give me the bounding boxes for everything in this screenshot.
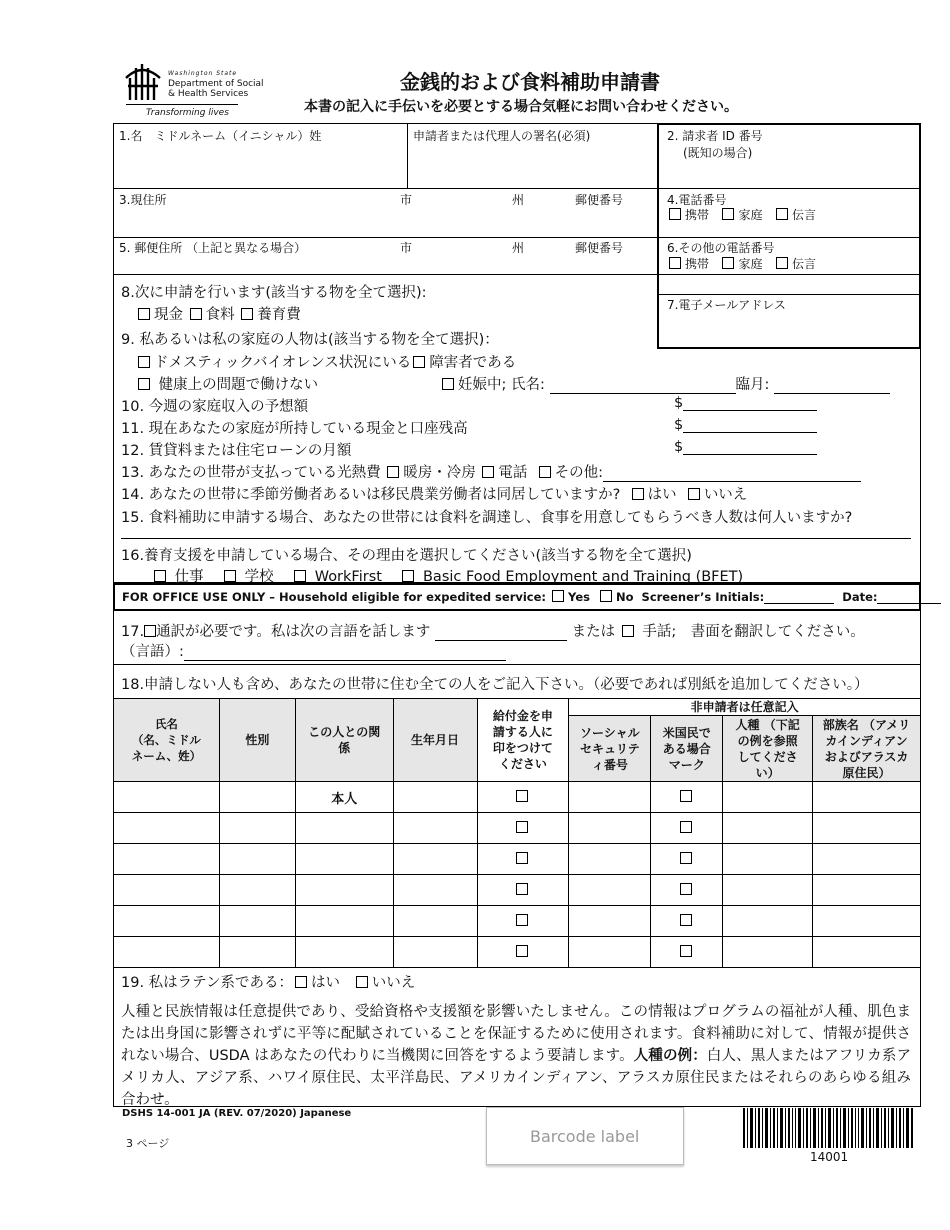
sign-language-checkbox[interactable] <box>622 625 634 637</box>
sex-cell[interactable] <box>219 875 295 906</box>
tribe-cell[interactable] <box>813 844 921 875</box>
q16-label: 16.養育支援を申請している場合、その理由を選択してください(該当する物を全て選択) <box>121 548 692 564</box>
logo-line-1: Washington State <box>168 70 238 77</box>
q8-label: 8.次に申請を行います(該当する物を全て選択): <box>121 285 427 301</box>
other-home-checkbox[interactable] <box>722 257 734 269</box>
q14-no-checkbox[interactable] <box>688 488 700 500</box>
health-checkbox[interactable] <box>138 378 150 390</box>
q11-amount: $ <box>674 417 817 433</box>
mailing-address-field[interactable]: 5. 郵便住所 （上記と異なる場合） <box>119 241 307 255</box>
dob-cell[interactable] <box>393 813 477 844</box>
ssn-cell[interactable] <box>569 813 651 844</box>
barcode-number: 14001 <box>810 1150 849 1164</box>
other-cell-checkbox[interactable] <box>669 257 681 269</box>
race-cell[interactable] <box>723 906 813 937</box>
col-tribe: 部族名 （アメリ カインディアン およびアラスカ 原住民） <box>813 716 921 782</box>
name-cell[interactable] <box>114 844 220 875</box>
phone-options: 携帯 家庭 伝言 <box>667 206 816 223</box>
col-name: 氏名 （名、ミドル ネーム、姓） <box>114 699 220 782</box>
language-input[interactable] <box>435 626 567 641</box>
dshs-logo-icon <box>124 60 164 102</box>
heating-checkbox[interactable] <box>387 466 399 478</box>
dv-checkbox[interactable] <box>138 356 150 368</box>
other-message-checkbox[interactable] <box>776 257 788 269</box>
screener-initials-input[interactable] <box>764 591 834 604</box>
tribe-cell[interactable] <box>813 906 921 937</box>
sex-cell[interactable] <box>219 906 295 937</box>
race-cell[interactable] <box>723 813 813 844</box>
relation-cell[interactable] <box>295 813 393 844</box>
cash-checkbox[interactable] <box>138 308 150 320</box>
other-phone-options: 携帯 家庭 伝言 <box>667 255 816 272</box>
latino-yes-checkbox[interactable] <box>295 976 307 988</box>
household-table <box>113 698 921 968</box>
table-row <box>114 875 921 906</box>
race-ethnicity-notice: 人種と民族情報は任意提供であり、受給資格や支援額を影響いたしません。この情報はプログラムの福祉が人種、肌色または出身国に影響されずに平等に配賦されていることを保証するために使用されます。食料補助に対して、情報が提供されない場合、USDA はあなたの代わりに当機関に回答をするよう要請します。人種の例：白人、黒人またはアフリカ系アメリカ人、アジア系、ハワイ原住民、太平洋島民、アメリカインディアン、アラスカ原住民またはそれらのあらゆる組み合わせ。 <box>121 1004 911 1108</box>
due-date-input[interactable] <box>774 379 890 394</box>
logo-line-2: Department of Social <box>168 79 264 89</box>
written-language-input[interactable] <box>184 646 506 661</box>
table-row <box>114 782 921 813</box>
sex-cell[interactable] <box>219 813 295 844</box>
mailing-city-label: 市 <box>400 241 413 255</box>
other-phone-field[interactable]: 6.その他の電話番号 <box>667 241 775 255</box>
q10-label: 10. 今週の家庭収入の予想額 <box>121 399 309 415</box>
childcare-checkbox[interactable] <box>241 308 253 320</box>
utility-phone-checkbox[interactable] <box>482 466 494 478</box>
q8-options: 現金 食料 養育費 <box>136 303 301 324</box>
ssn-cell[interactable] <box>569 844 651 875</box>
optional-header: 非申請者は任意記入 <box>569 699 921 716</box>
logo-tagline: Transforming lives <box>146 108 229 118</box>
q9-pregnant: 妊娠中; 氏名: 臨月: <box>440 373 890 394</box>
q19-row: 19. 私はラテン系である： はい いいえ <box>121 975 416 991</box>
q13-row: 13. あなたの世帯が支払っている光熱費 暖房・冷房 電話 その他: <box>121 461 861 482</box>
col-ssn: ソーシャル セキュリテ ィ番号 <box>569 716 651 782</box>
q15-input[interactable] <box>121 538 911 539</box>
q14-row: 14. あなたの世帯に季節労働者あるいは移民農業労働者は同居していますか? はい いいえ <box>121 487 748 503</box>
race-cell[interactable] <box>723 875 813 906</box>
workfirst-checkbox[interactable] <box>294 570 306 582</box>
barcode-icon <box>743 1108 913 1148</box>
q12-amount: $ <box>674 439 817 455</box>
address-field[interactable]: 3.現住所 <box>119 193 167 207</box>
relation-cell[interactable] <box>295 875 393 906</box>
q15-label: 15. 食料補助に申請する場合、あなたの世帯には食料を調達し、食事を用意してもらうべき人数は何人いますか? <box>121 510 853 526</box>
state-label: 州 <box>512 193 525 207</box>
name-cell[interactable] <box>114 782 220 813</box>
utility-other-checkbox[interactable] <box>539 466 551 478</box>
work-checkbox[interactable] <box>154 570 166 582</box>
form-title: 金銭的および食料補助申請書 <box>400 70 660 94</box>
dshs-logo <box>122 60 264 120</box>
relation-cell: 本人 <box>295 782 393 813</box>
relation-cell[interactable] <box>295 844 393 875</box>
mailing-zip-label: 郵便番号 <box>575 241 624 255</box>
latino-no-checkbox[interactable] <box>356 976 368 988</box>
phone-message-checkbox[interactable] <box>776 208 788 220</box>
barcode-label: Barcode label <box>530 1127 640 1146</box>
citizen-checkbox[interactable] <box>680 945 692 957</box>
q10-amount: $ <box>674 395 817 411</box>
col-applying: 給付金を申 請する人に 印をつけて ください <box>477 699 569 782</box>
phone-cell-checkbox[interactable] <box>669 208 681 220</box>
relation-cell[interactable] <box>295 906 393 937</box>
q9-label: 9. 私あるいは私の家庭の人物は(該当する物を全て選択)： <box>121 332 499 348</box>
pregnant-name-input[interactable] <box>550 379 736 394</box>
form-id: DSHS 14-001 JA (REV. 07/2020) Japanese <box>122 1108 352 1119</box>
office-date-input[interactable] <box>877 591 941 604</box>
email-field[interactable]: 7.電子メールアドレス <box>667 298 786 312</box>
dob-cell[interactable] <box>393 906 477 937</box>
ssn-cell[interactable] <box>569 782 651 813</box>
tribe-cell[interactable] <box>813 875 921 906</box>
q9-row2: 健康上の問題で働けない <box>136 373 318 394</box>
name-cell[interactable] <box>114 875 220 906</box>
col-citizen: 米国民で ある場合 マーク <box>651 716 723 782</box>
table-row <box>114 813 921 844</box>
client-id-note: (既知の場合) <box>683 146 753 160</box>
q17-language-row: （言語）: <box>121 640 506 661</box>
food-checkbox[interactable] <box>190 308 202 320</box>
table-row <box>114 844 921 875</box>
citizen-checkbox[interactable] <box>680 883 692 895</box>
applying-checkbox[interactable] <box>516 883 528 895</box>
race-cell[interactable] <box>723 782 813 813</box>
name-cell[interactable] <box>114 813 220 844</box>
bfet-checkbox[interactable] <box>402 570 414 582</box>
ssn-cell[interactable] <box>569 906 651 937</box>
interpreter-checkbox[interactable] <box>144 625 156 637</box>
signature-field[interactable]: 申請者または代理人の署名(必須) <box>413 129 591 143</box>
q14-yes-checkbox[interactable] <box>632 488 644 500</box>
col-race: 人種 （下記 の例を参照 してくださ い） <box>723 716 813 782</box>
q12-label: 12. 賃貸料または住宅ローンの月額 <box>121 443 352 459</box>
col-dob: 生年月日 <box>393 699 477 782</box>
dob-cell[interactable] <box>393 875 477 906</box>
sex-cell[interactable] <box>219 782 295 813</box>
logo-line-3: & Health Services <box>168 89 249 99</box>
q11-input[interactable] <box>683 418 817 433</box>
form-subtitle: 本書の記入に手伝いを必要とする場合気軽にお問い合わせください。 <box>304 99 738 115</box>
office-yes-checkbox[interactable] <box>552 590 564 602</box>
col-sex: 性別 <box>219 699 295 782</box>
city-label: 市 <box>400 193 413 207</box>
tribe-cell[interactable] <box>813 782 921 813</box>
citizen-checkbox[interactable] <box>680 914 692 926</box>
phone-home-checkbox[interactable] <box>722 208 734 220</box>
applying-checkbox[interactable] <box>516 914 528 926</box>
applying-checkbox[interactable] <box>516 790 528 802</box>
q17-row: 17. 通訳が必要です。私は次の言語を話します または 手話; 書面を翻訳してください。 <box>121 624 865 640</box>
col-relation: この人との関 係 <box>295 699 393 782</box>
mailing-state-label: 州 <box>512 241 525 255</box>
q11-label: 11. 現在あなたの家庭が所持している現金と口座残高 <box>121 421 468 437</box>
zip-label: 郵便番号 <box>575 193 624 207</box>
q12-input[interactable] <box>683 440 817 455</box>
tribe-cell[interactable] <box>813 813 921 844</box>
page-number: 3 ページ <box>126 1137 170 1150</box>
disabled-checkbox[interactable] <box>413 356 425 368</box>
citizen-checkbox[interactable] <box>680 790 692 802</box>
office-no-checkbox[interactable] <box>600 590 612 602</box>
ssn-cell[interactable] <box>569 875 651 906</box>
sex-cell[interactable] <box>219 844 295 875</box>
q18-label: 18.申請しない人も含め、あなたの世帯に住む全ての人をご記入下さい。（必要であれば別紙を追加してください。） <box>121 677 869 693</box>
applying-checkbox[interactable] <box>516 945 528 957</box>
name-cell[interactable] <box>114 906 220 937</box>
pregnant-checkbox[interactable] <box>442 378 454 390</box>
dob-cell[interactable] <box>393 844 477 875</box>
phone-field[interactable]: 4.電話番号 <box>667 193 727 207</box>
q10-input[interactable] <box>683 396 817 411</box>
name-field[interactable]: 1.名 ミドルネーム（イニシャル）姓 <box>119 129 322 143</box>
table-row <box>114 906 921 937</box>
applying-checkbox[interactable] <box>516 821 528 833</box>
citizen-checkbox[interactable] <box>680 852 692 864</box>
applying-checkbox[interactable] <box>516 852 528 864</box>
citizen-checkbox[interactable] <box>680 821 692 833</box>
client-id-field[interactable]: 2. 請求者 ID 番号 <box>667 129 763 143</box>
race-cell[interactable] <box>723 844 813 875</box>
utility-other-input[interactable] <box>603 467 861 482</box>
q16-options: 仕事 学校 WorkFirst Basic Food Employment and Training (BFET) <box>152 565 743 586</box>
dob-cell[interactable] <box>393 782 477 813</box>
school-checkbox[interactable] <box>224 570 236 582</box>
q9-row1: ドメスティックバイオレンス状況にいる 障害者である <box>136 351 516 372</box>
office-use-row: FOR OFFICE USE ONLY – Household eligible for expedited service: Yes No Screener’s Initials: Date: <box>122 590 941 604</box>
